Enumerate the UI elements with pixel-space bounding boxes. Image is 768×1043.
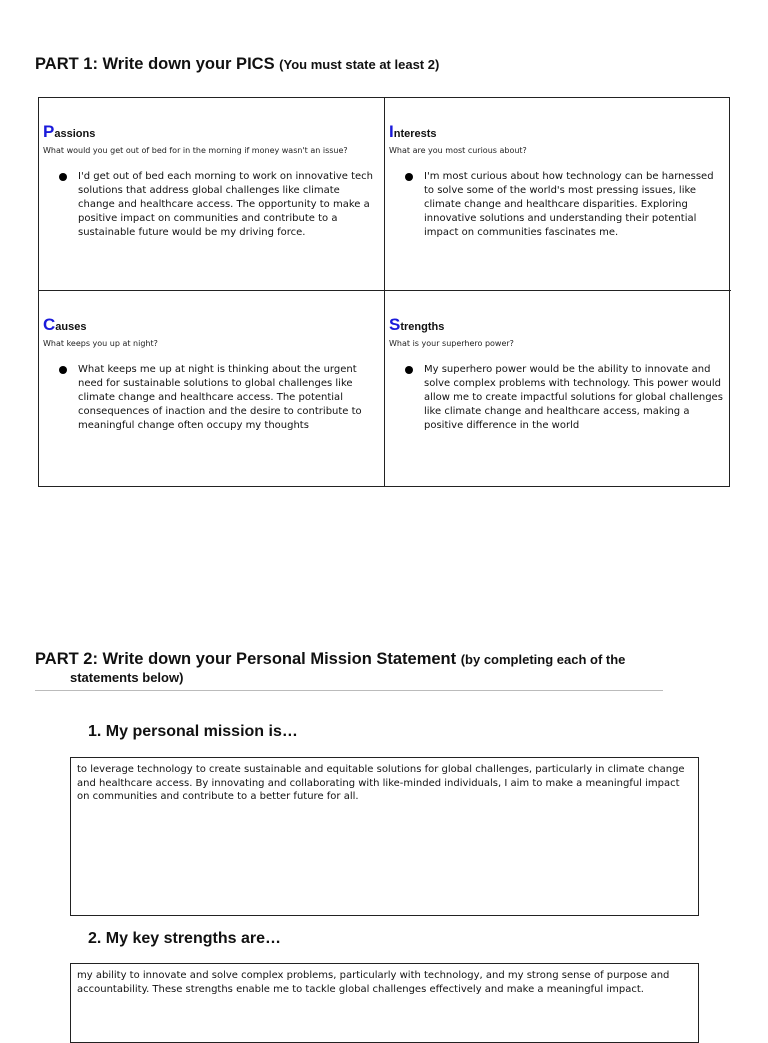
pics-answer (389, 170, 727, 240)
strengths-question-heading: 2. My key strengths are… (88, 930, 281, 947)
pics-cell-interests (385, 98, 731, 291)
pics-initial: C (43, 315, 56, 334)
pics-cell-strengths (385, 291, 731, 487)
pics-initial: I (389, 122, 394, 141)
part2-subtitle-cont: statements below) (70, 670, 184, 685)
pics-question: What is your superhero power? (389, 339, 514, 348)
pics-cell-causes (39, 291, 385, 487)
pics-answer-text[interactable]: I'm most curious about how technology can be harnessed to solve some of the world's most pressing issues, like climate change and healthcare disparities. Exploring innovative solutions and understanding their potential impact on communities fascinates me. (424, 171, 714, 238)
part1-subtitle: (You must state at least 2) (279, 57, 440, 72)
pics-answer (43, 170, 380, 240)
bullet-icon (59, 366, 67, 374)
pics-title-rest: assions (54, 128, 96, 140)
mission-question-heading: 1. My personal mission is… (88, 723, 298, 740)
pics-cell-title (43, 315, 380, 337)
pics-title-rest: trengths (400, 321, 445, 333)
bullet-icon (405, 366, 413, 374)
pics-answer (389, 363, 727, 433)
part1-title: PART 1: Write down your PICS (35, 55, 275, 73)
pics-answer (43, 363, 380, 433)
pics-title-rest: auses (55, 321, 87, 333)
pics-initial: P (43, 122, 55, 141)
pics-question: What would you get out of bed for in the morning if money wasn't an issue? (43, 146, 348, 155)
pics-initial: S (389, 315, 401, 334)
part1-heading (35, 55, 439, 74)
pics-cell-title (389, 315, 727, 337)
pics-question: What keeps you up at night? (43, 339, 158, 348)
pics-cell-passions (39, 98, 385, 291)
bullet-icon (405, 173, 413, 181)
part2-heading (35, 650, 675, 687)
mission-answer-box[interactable]: to leverage technology to create sustainable and equitable solutions for global challenges, particularly in climate change and healthcare access. By innovating and collaborating with like-minded individuals, I aim to make a meaningful impact on communities and contribute to a better future for all. (70, 757, 699, 916)
part2-subtitle: (by completing each of the (460, 652, 626, 667)
pics-cell-title (389, 122, 727, 144)
pics-title-rest: nterests (393, 128, 437, 140)
pics-question: What are you most curious about? (389, 146, 527, 155)
strengths-answer-box[interactable]: my ability to innovate and solve complex problems, particularly with technology, and my strong sense of purpose and accountability. These strengths enable me to tackle global challenges effectively and make a meaningful impact. (70, 963, 699, 1043)
pics-answer-text[interactable]: What keeps me up at night is thinking about the urgent need for sustainable solutions to global challenges like climate change and healthcare access. The potential consequences of inaction and the desire to contribute to meaningful change often occupy my thoughts (78, 364, 362, 431)
bullet-icon (59, 173, 67, 181)
pics-cell-title (43, 122, 380, 144)
divider (35, 690, 663, 691)
part2-title: PART 2: Write down your Personal Mission Statement (35, 650, 457, 668)
pics-answer-text[interactable]: I'd get out of bed each morning to work on innovative tech solutions that address global challenges like climate change and healthcare access. The opportunity to make a positive impact on communities and contribute to a sustainable future would be my driving force. (78, 171, 373, 238)
pics-answer-text[interactable]: My superhero power would be the ability to innovate and solve complex problems with technology. This power would allow me to create impactful solutions for global challenges like climate change and healthcare access, making a positive difference in the world (424, 364, 723, 431)
pics-grid (38, 97, 730, 487)
